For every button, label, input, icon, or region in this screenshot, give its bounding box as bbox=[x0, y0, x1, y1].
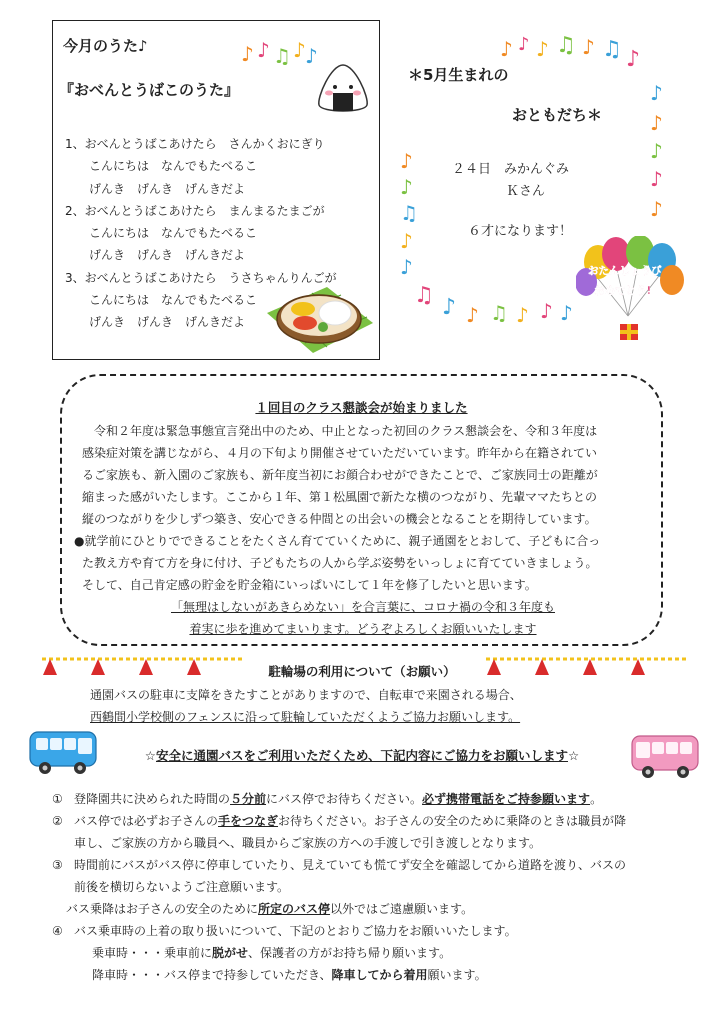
lyric-line: こんにちは なんでもたべるこ bbox=[89, 293, 258, 308]
lyric-line: げんき げんき げんきだよ bbox=[89, 248, 246, 263]
onigiri-icon bbox=[315, 61, 371, 117]
bus-rule-3-note: バス乗降はお子さんの安全のために所定のバス停以外ではご遠慮願います。 bbox=[66, 902, 474, 916]
svg-text:♪: ♪ bbox=[518, 34, 530, 55]
svg-text:♪: ♪ bbox=[400, 229, 413, 253]
svg-text:♪: ♪ bbox=[400, 255, 413, 279]
lyric-line: 2、おべんとうばこあけたら まんまるたまごが bbox=[65, 203, 325, 218]
bus-rule-4-boarding: 乗車時・・・乗車前に脱がせ、保護者の方がお持ち帰り願います。 bbox=[92, 946, 452, 960]
meeting-body bbox=[74, 420, 644, 640]
meeting-line: 感染症対策を講じながら、４月の下旬より開催させていただいています。昨年から在籍されてい bbox=[82, 446, 598, 460]
lyric-line: 3、おべんとうばこあけたら うさちゃんりんごが bbox=[65, 270, 337, 285]
song-title: 『おべんとうばこのうた』 bbox=[59, 81, 240, 99]
meeting-closing-2: 着実に歩を進めてまいります。どうぞよろしくお願いいたします bbox=[189, 622, 537, 636]
balloon-text-2: おめでとう! bbox=[594, 285, 652, 297]
svg-text:♪: ♪ bbox=[400, 149, 413, 173]
bus-title: ☆安全に通園バスをご利用いただくため、下記内容にご協力をお願いします☆ bbox=[144, 748, 580, 763]
svg-text:♪: ♪ bbox=[650, 81, 663, 105]
lyric-line: こんにちは なんでもたべるこ bbox=[89, 159, 258, 174]
meeting-line: 縮まった感がいたします。ここから１年、第１松風園で新たな横のつながり、先輩ママたちとの bbox=[82, 490, 598, 504]
class-meeting-box bbox=[60, 374, 663, 646]
svg-text:♪: ♪ bbox=[560, 301, 573, 325]
bus-rule-3: ③ 時間前にバスがバス停に停車していたり、見えていても慌てず安全を確認してから道路を渡り、バスの bbox=[52, 858, 627, 872]
parking-line-2: 西鶴間小学校側のフェンスに沿って駐輪していただくようご協力お願いします。 bbox=[90, 710, 521, 724]
svg-text:♪: ♪ bbox=[500, 37, 513, 61]
bus-rule-3-cont: 前後を横切らないようご注意願います。 bbox=[74, 880, 290, 894]
song-box bbox=[52, 20, 380, 360]
svg-text:♪: ♪ bbox=[540, 299, 553, 323]
svg-text:♪: ♪ bbox=[650, 197, 663, 221]
meeting-title: １回目のクラス懇談会が始まりました bbox=[255, 400, 468, 415]
svg-text:♪: ♪ bbox=[650, 167, 663, 191]
svg-text:♫: ♫ bbox=[490, 301, 508, 325]
birthday-balloons-icon bbox=[576, 236, 690, 348]
svg-text:♪: ♪ bbox=[442, 295, 457, 320]
svg-text:♪: ♪ bbox=[626, 47, 641, 72]
lyric-line: げんき げんき げんきだよ bbox=[89, 315, 246, 330]
bus-rule-2: ② バス停では必ずお子さんの手をつなぎお待ちください。お子さんの安全のために乗降のときは職員が降 bbox=[52, 814, 627, 828]
parking-line: 通園バスの駐車に支障をきたすことがありますので、自転車で来園される場合、 bbox=[90, 688, 522, 702]
parking-title: 駐輪場の利用について（お願い） bbox=[268, 664, 456, 679]
meeting-line: た教え方や育て方を身に付け、子どもたちの人から学ぶ姿勢をいっしょに育てていきましょう。 bbox=[82, 556, 598, 570]
music-notes-icon bbox=[241, 35, 321, 69]
svg-text:♪: ♪ bbox=[466, 303, 479, 327]
meeting-closing: 「無理はしないがあきらめない」を合言葉に、コロナ禍の令和３年度も bbox=[170, 600, 555, 614]
bus-rule-4: ④ バス乗車時の上着の取り扱いについて、下記のとおりご協力をお願いいたします。 bbox=[52, 924, 517, 938]
meeting-line: 令和２年度は緊急事態宣言発出中のため、中止となった初回のクラス懇談会を、令和３年度は bbox=[94, 424, 598, 438]
bus-rule-1: ① 登降園共に決められた時間の５分前にバス停でお待ちください。必ず携帯電話をご持参願います。 bbox=[52, 792, 603, 806]
birthday-name: Ｋさん bbox=[506, 184, 546, 199]
svg-text:♫: ♫ bbox=[602, 37, 622, 62]
svg-text:♪: ♪ bbox=[241, 42, 254, 66]
svg-text:♪: ♪ bbox=[293, 38, 306, 62]
lyric-line: こんにちは なんでもたべるこ bbox=[89, 226, 258, 241]
lyric-line: げんき げんき げんきだよ bbox=[89, 181, 246, 196]
song-heading: 今月のうた♪ bbox=[63, 37, 148, 55]
svg-text:♪: ♪ bbox=[536, 37, 549, 61]
bus-rule-2-cont: 車し、ご家族の方から職員へ、職員からご家族の方への手渡しで引き渡しとなります。 bbox=[74, 836, 542, 850]
svg-text:♫: ♫ bbox=[400, 201, 418, 225]
svg-text:♪: ♪ bbox=[650, 111, 663, 135]
bento-box-icon bbox=[257, 283, 375, 357]
birthday-date-class: ２４日 みかんぐみ bbox=[452, 162, 570, 177]
parking-body bbox=[90, 684, 522, 728]
svg-text:♫: ♫ bbox=[273, 44, 291, 68]
svg-text:♪: ♪ bbox=[400, 175, 413, 199]
birthday-age: ６才になります！ bbox=[468, 224, 573, 239]
balloon-text-1: おたんじょうび bbox=[588, 265, 662, 277]
svg-text:♪: ♪ bbox=[305, 44, 318, 68]
svg-text:♪: ♪ bbox=[582, 35, 595, 59]
lyric-line: 1、おべんとうばこあけたら さんかくおにぎり bbox=[65, 137, 325, 151]
svg-text:♫: ♫ bbox=[414, 283, 434, 308]
svg-text:♪: ♪ bbox=[257, 38, 270, 62]
birthday-heading: ＊5月生まれの bbox=[408, 66, 509, 84]
meeting-line: そして、自己肯定感の貯金を貯金箱にいっぱいにして１年を修了したいと思います。 bbox=[82, 578, 537, 592]
meeting-line: 縦のつながりを少しずつ築き、安心できる仲間との出会いの機会となることを期待しています。 bbox=[82, 512, 597, 526]
bus-rule-4-alighting: 降車時・・・バス停まで持参していただき、降車してから着用願います。 bbox=[92, 968, 487, 982]
svg-text:♫: ♫ bbox=[556, 33, 576, 58]
svg-text:♪: ♪ bbox=[516, 303, 529, 327]
meeting-line: るご家族も、新入園のご家族も、新年度当初にお顔合わせができたことで、ご家族同士の距離が bbox=[82, 468, 598, 482]
bus-rules-list bbox=[52, 788, 626, 986]
meeting-line: ●就学前にひとりでできることをたくさん育てていくために、親子通園をとおして、子どもに合っ bbox=[74, 534, 601, 548]
birthday-heading-2: おともだち＊ bbox=[512, 106, 603, 124]
svg-text:♪: ♪ bbox=[650, 139, 663, 163]
